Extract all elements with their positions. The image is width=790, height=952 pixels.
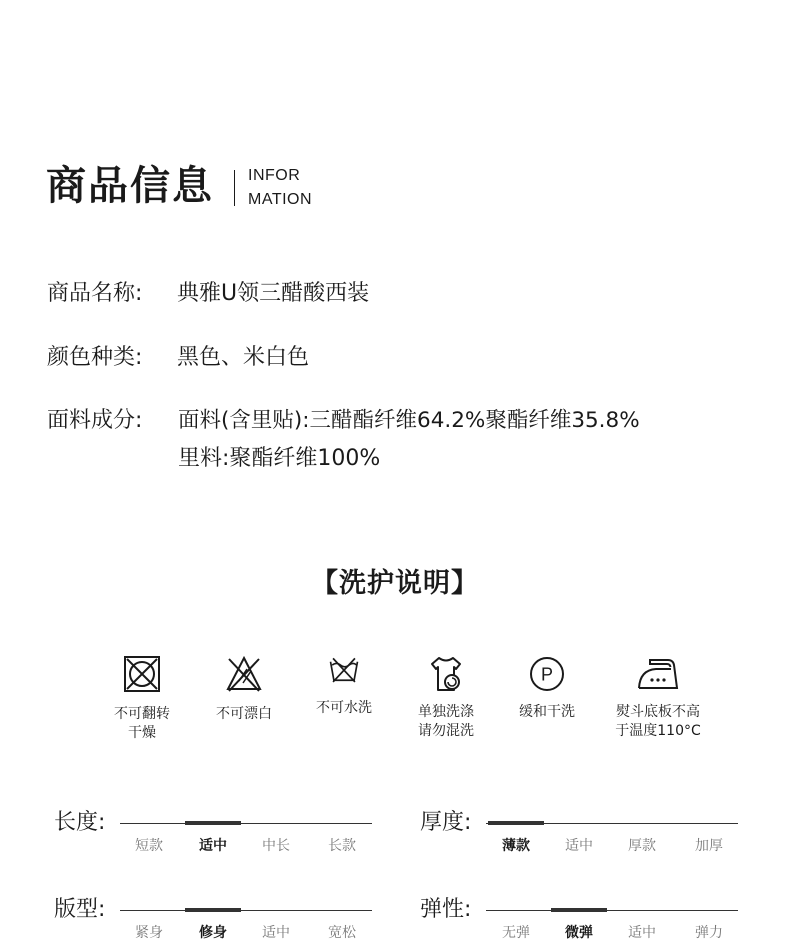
care-label: 不可翻转干燥 bbox=[114, 706, 170, 741]
svg-text:P: P bbox=[540, 664, 554, 685]
thickness-option-selected: 薄款 bbox=[502, 838, 530, 854]
length-scale-line bbox=[120, 823, 372, 824]
thickness-label: 厚度: bbox=[420, 810, 472, 835]
care-label: 不可水洗 bbox=[316, 700, 372, 716]
fabric-value-line-2: 里料:聚酯纤维100% bbox=[178, 446, 381, 471]
elasticity-option: 弹力 bbox=[695, 925, 723, 941]
info-label: 颜色种类: bbox=[47, 345, 143, 370]
length-option: 中长 bbox=[262, 838, 290, 854]
section-subtitle bbox=[248, 164, 312, 212]
care-section-title: 【洗护说明】 bbox=[311, 568, 479, 599]
subtitle-line-2: MATION bbox=[248, 191, 313, 208]
fit-selected-marker bbox=[185, 908, 241, 912]
wash-separately-icon bbox=[427, 655, 465, 693]
elasticity-selected-marker bbox=[551, 908, 607, 912]
care-item bbox=[194, 655, 294, 724]
fit-option: 适中 bbox=[262, 925, 290, 941]
fit-option-selected: 修身 bbox=[199, 925, 227, 941]
length-option-selected: 适中 bbox=[199, 838, 227, 854]
thickness-option: 厚款 bbox=[628, 838, 656, 854]
no-tumble-dry-icon bbox=[123, 655, 161, 693]
length-selected-marker bbox=[185, 821, 241, 825]
elasticity-option: 无弹 bbox=[502, 925, 530, 941]
info-value: 典雅U领三醋酸西装 bbox=[177, 281, 370, 306]
care-label: 熨斗底板不高于温度110°C bbox=[615, 704, 701, 739]
iron-icon bbox=[636, 655, 680, 693]
info-label: 面料成分: bbox=[47, 408, 143, 433]
gentle-dry-clean-icon bbox=[528, 655, 566, 693]
care-label: 缓和干洗 bbox=[519, 704, 575, 720]
elasticity-scale-line bbox=[486, 910, 738, 911]
elasticity-option-selected: 微弹 bbox=[565, 925, 593, 941]
length-label: 长度: bbox=[54, 810, 106, 835]
thickness-option: 加厚 bbox=[695, 838, 723, 854]
info-label: 商品名称: bbox=[47, 281, 143, 306]
info-row-name bbox=[47, 275, 369, 312]
care-item bbox=[497, 655, 597, 722]
fit-option: 紧身 bbox=[135, 925, 163, 941]
thickness-option: 适中 bbox=[565, 838, 593, 854]
subtitle-line-1: INFOR bbox=[248, 167, 301, 184]
info-value: 黑色、米白色 bbox=[177, 345, 310, 370]
fit-scale-line bbox=[120, 910, 372, 911]
section-title: 商品信息 bbox=[46, 163, 214, 209]
care-item bbox=[396, 655, 496, 741]
care-label: 不可漂白 bbox=[216, 706, 272, 722]
elasticity-option: 适中 bbox=[628, 925, 656, 941]
fit-option: 宽松 bbox=[328, 925, 356, 941]
care-item bbox=[92, 655, 192, 743]
title-divider bbox=[234, 170, 235, 206]
fabric-value-line-1: 面料(含里贴):三醋酯纤维64.2%聚酯纤维35.8% bbox=[178, 408, 640, 433]
info-row-color bbox=[47, 339, 309, 376]
length-option: 长款 bbox=[328, 838, 356, 854]
care-item bbox=[596, 655, 720, 741]
no-bleach-icon bbox=[225, 655, 263, 693]
elasticity-label: 弹性: bbox=[420, 897, 472, 922]
no-water-wash-icon bbox=[325, 655, 363, 687]
info-row-fabric bbox=[47, 402, 177, 439]
care-label: 单独洗涤请勿混洗 bbox=[418, 704, 474, 739]
thickness-selected-marker bbox=[488, 821, 544, 825]
length-option: 短款 bbox=[135, 838, 163, 854]
care-item bbox=[294, 655, 394, 718]
fit-label: 版型: bbox=[54, 897, 106, 922]
